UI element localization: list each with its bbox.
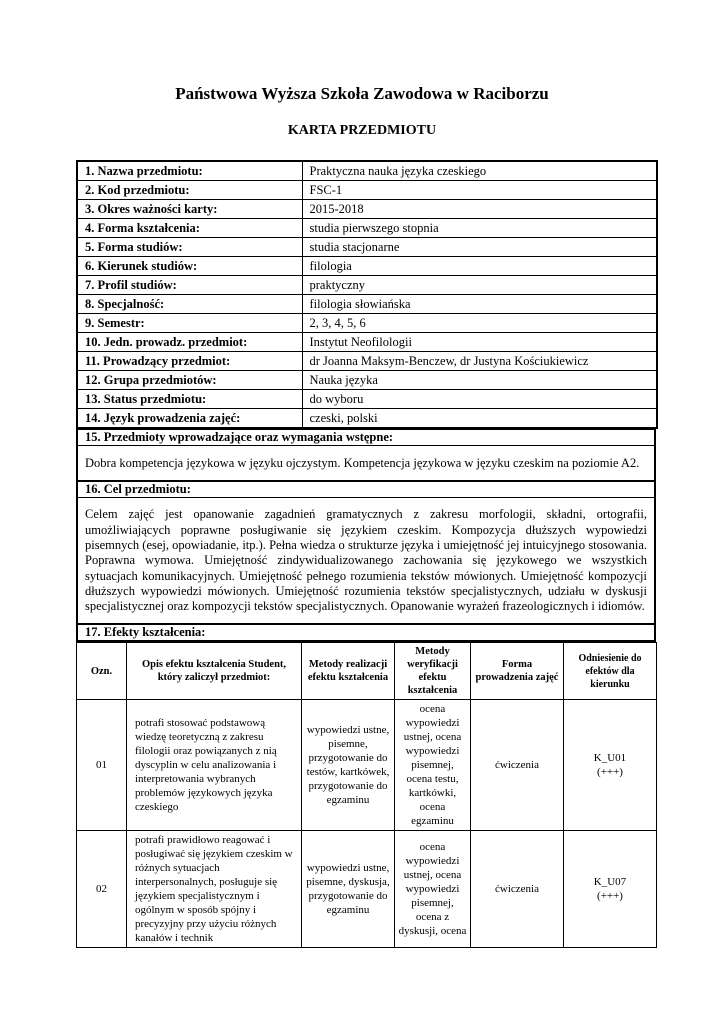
info-value: filologia słowiańska (302, 295, 657, 314)
outcome-verification: ocena wypowiedzi ustnej, ocena wypowiedzi pisemnej, ocena z dyskusji, ocena (395, 831, 471, 948)
learning-outcomes-table (76, 642, 657, 948)
outcome-form: ćwiczenia (471, 700, 564, 831)
col-header-reference: Odniesienie do efektów dla kierunku (564, 643, 657, 700)
info-row (77, 295, 657, 314)
col-header-verification: Metody weryfikacji efektu kształcenia (395, 643, 471, 700)
outcome-row (77, 831, 657, 948)
info-row (77, 161, 657, 181)
section-15 (76, 429, 656, 481)
outcome-description: potrafi prawidłowo reagować i posługiwać się językiem czeskim w różnych sytuacjach interpersonalnych, posługuje się językiem specjalistycznym i ogólnym w sposób spójny i precyzyjny przy użyciu różnych kanałów i technik (127, 831, 302, 948)
info-value: Praktyczna nauka języka czeskiego (302, 161, 657, 181)
info-row (77, 333, 657, 352)
section-15-text: Dobra kompetencja językowa w języku ojczystym. Kompetencja językowa w języku czeskim na poziomie A2. (77, 446, 655, 481)
outcome-reference-level: (+++) (597, 890, 623, 902)
info-value: 2015-2018 (302, 200, 657, 219)
info-label: 5. Forma studiów: (77, 238, 302, 257)
info-row (77, 181, 657, 200)
info-row (77, 200, 657, 219)
info-row (77, 352, 657, 371)
info-value: studia pierwszego stopnia (302, 219, 657, 238)
col-header-description: Opis efektu kształcenia Student, który zaliczył przedmiot: (127, 643, 302, 700)
outcome-reference-code: K_U07 (593, 876, 627, 888)
info-row (77, 314, 657, 333)
info-value: studia stacjonarne (302, 238, 657, 257)
outcome-verification: ocena wypowiedzi ustnej, ocena wypowiedzi pisemnej, ocena testu, kartkówki, ocena egzaminu (395, 700, 471, 831)
course-info-table (76, 160, 658, 429)
course-card (76, 160, 656, 948)
institution-name: Państwowa Wyższa Szkoła Zawodowa w Raciborzu (175, 84, 549, 103)
info-row (77, 238, 657, 257)
document-title: KARTA PRZEDMIOTU (287, 123, 437, 138)
info-label: 8. Specjalność: (77, 295, 302, 314)
info-row (77, 257, 657, 276)
info-value: filologia (302, 257, 657, 276)
info-value: dr Joanna Maksym-Benczew, dr Justyna Kościukiewicz (302, 352, 657, 371)
info-label: 13. Status przedmiotu: (77, 390, 302, 409)
info-label: 12. Grupa przedmiotów: (77, 371, 302, 390)
outcome-id: 01 (77, 700, 127, 831)
outcome-reference-code: K_U01 (593, 752, 627, 764)
outcome-methods: wypowiedzi ustne, pisemne, dyskusja, przygotowanie do egzaminu (302, 831, 395, 948)
info-label: 7. Profil studiów: (77, 276, 302, 295)
col-header-form: Forma prowadzenia zajęć (471, 643, 564, 700)
info-label: 11. Prowadzący przedmiot: (77, 352, 302, 371)
info-value: 2, 3, 4, 5, 6 (302, 314, 657, 333)
info-label: 9. Semestr: (77, 314, 302, 333)
info-value: praktyczny (302, 276, 657, 295)
info-value: do wyboru (302, 390, 657, 409)
outcome-row (77, 700, 657, 831)
section-16 (76, 481, 656, 624)
info-value: czeski, polski (302, 409, 657, 429)
outcome-id: 02 (77, 831, 127, 948)
section-17 (76, 624, 656, 642)
outcome-form: ćwiczenia (471, 831, 564, 948)
info-row (77, 219, 657, 238)
outcome-reference (564, 700, 657, 831)
info-label: 10. Jedn. prowadz. przedmiot: (77, 333, 302, 352)
col-header-ozn: Ozn. (77, 643, 127, 700)
section-16-heading: 16. Cel przedmiotu: (77, 482, 655, 498)
info-row (77, 409, 657, 429)
info-label: 2. Kod przedmiotu: (77, 181, 302, 200)
info-row (77, 276, 657, 295)
outcome-methods: wypowiedzi ustne, pisemne, przygotowanie do testów, kartkówek, przygotowanie do egzaminu (302, 700, 395, 831)
outcome-reference (564, 831, 657, 948)
info-label: 1. Nazwa przedmiotu: (77, 161, 302, 181)
info-label: 14. Język prowadzenia zajęć: (77, 409, 302, 429)
info-label: 3. Okres ważności karty: (77, 200, 302, 219)
info-row (77, 390, 657, 409)
outcome-reference-level: (+++) (597, 766, 623, 778)
section-16-text: Celem zajęć jest opanowanie zagadnień gramatycznych z zakresu morfologii, składni, ortografii, umożliwiających poprawne posługiwanie się językiem czeskim. Kompozycja dłuższych wypowiedzi pisemnych (esej, opowiadanie, itp.). Pełna wiedza o strukturze języka i umiejętność jej intuicyjnego stosowania. Poprawna wymowa. Umiejętność zindywidualizowanego zachowania się językowego we wszystkich sytuacjach komunikacyjnych. Umiejętność pełnego rozumienia tekstów mówionych. Umiejętność kompozycji dłuższych wypowiedzi mówionych. Umiejętność rozumienia tekstów specjalistycznych, udziału w dyskusji specjalistycznej oraz kompozycji tekstów specjalistycznych. Opanowanie wyrażeń frazeologicznych i idiomów. (77, 498, 655, 624)
info-value: FSC-1 (302, 181, 657, 200)
info-row (77, 371, 657, 390)
outcome-description: potrafi stosować podstawową wiedzę teoretyczną z zakresu filologii oraz powiązanych z nią dyscyplin w celu analizowania i interpretowania wybranych problemów językowych języka czeskiego (127, 700, 302, 831)
section-17-heading: 17. Efekty kształcenia: (77, 625, 655, 642)
section-15-heading: 15. Przedmioty wprowadzające oraz wymagania wstępne: (77, 430, 655, 446)
info-label: 6. Kierunek studiów: (77, 257, 302, 276)
info-value: Instytut Neofilologii (302, 333, 657, 352)
info-value: Nauka języka (302, 371, 657, 390)
info-label: 4. Forma kształcenia: (77, 219, 302, 238)
col-header-methods: Metody realizacji efektu kształcenia (302, 643, 395, 700)
